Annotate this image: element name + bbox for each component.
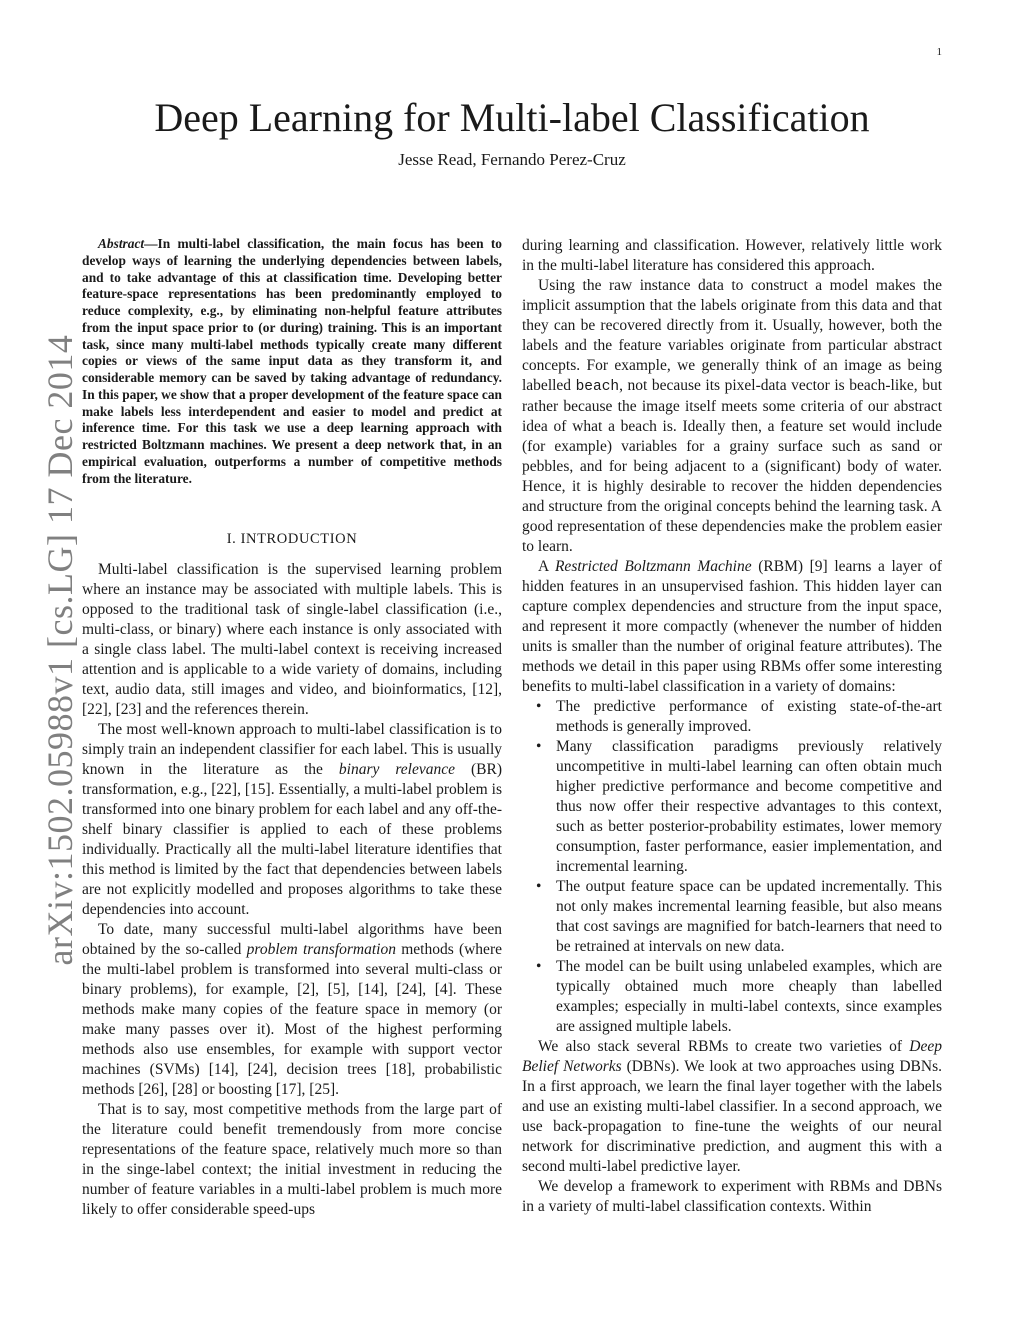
text-run: , not because its pixel-data vector is beach-like, but rather because the image itself meets some criteria of our abstract idea of what a beach is. Ideally then, a feature set would include (for example) variables for a grainy surface such as sand or pebbles, and for being adjacent to a (significant) body of water. Hence, it is highly desirable to recover the hidden dependencies and structure from the original concepts behind the learning task. A good representation of these dependencies make the problem easier to learn.	[522, 377, 942, 555]
text-run: A	[538, 558, 555, 575]
list-item: • The predictive performance of existing state-of-the-art methods is generally improved.	[522, 697, 942, 737]
right-column	[522, 236, 942, 1217]
text-run: methods (where the multi-label problem is transformed into several multi-class or binary problems), for example, [2], [5], [14], [24], [4]. These methods make many copies of the feature space in memory (or make many passes over it). Most of the highest performing methods also use ensembles, for example with support vector machines (SVMs) [14], [24], decision trees [18], probabilistic methods [26], [28] or boosting [17], [25].	[82, 941, 502, 1099]
text-run: The most well-known approach to multi-label classification is to simply train an independent classifier for each label. This is usually known in the literature as the	[82, 721, 502, 779]
intro-paragraph-3	[82, 920, 502, 1100]
intro-paragraph-2	[82, 720, 502, 920]
section-heading-introduction: I. INTRODUCTION	[226, 531, 358, 548]
list-item: • The output feature space can be updated incrementally. This not only makes incremental learning feasible, but also means that cost savings are magnified for batch-learners that need to be retrained at intervals on new data.	[522, 877, 942, 957]
intro-paragraph-1: Multi-label classification is the supervised learning problem where an instance may be associated with multiple labels. This is opposed to the traditional task of single-label classification (i.e., multi-class, or binary) where each instance is only associated with a single class label. The multi-label context is receiving increased attention and is applicable to a wide variety of domains, including text, audio data, still images and video, and bioinformatics, [12], [22], [23] and the references therein.	[82, 561, 502, 719]
paper-authors: Jesse Read, Fernando Perez-Cruz	[398, 150, 626, 169]
abstract	[82, 236, 502, 487]
text-run: (RBM) [9] learns a layer of hidden features in an unsupervised fashion. This hidden layer can capture complex dependencies and structure from the input space, and represent it more compactly (whenever the number of hidden units is smaller than the number of original feature attributes). The methods we detail in this paper using RBMs offer some interesting benefits to multi-label classification in a variety of domains:	[522, 558, 943, 695]
list-item: • Many classification paradigms previously relatively uncompetitive in multi-label learning can often obtain much higher predictive performance and become competitive and thus now offer their respective advantages to this context, such as better posterior-probability estimates, lower memory consumption, faster performance, easier implementation, and incremental learning.	[522, 737, 942, 877]
emphasis-dbn: Deep Belief Networks	[522, 1038, 942, 1075]
intro-paragraph-4-continued: during learning and classification. However, relatively little work in the multi-label literature has considered this approach.	[522, 237, 942, 274]
arxiv-identifier: arXiv:1502.05988v1 [cs.LG] 17 Dec 2014	[40, 334, 80, 966]
abstract-label: Abstract	[98, 236, 145, 251]
abstract-text: —In multi-label classification, the main focus has been to develop ways of learning the underlying dependencies between labels, and to take advantage of this at classification time. Developing better feature-space representations has been predominantly employed to reduce complexity, e.g., by eliminating non-helpful feature attributes from the input space prior to (or during) training. This is an important task, since many multi-label methods typically create many different copies or views of the same input data as they transform it, and considerable memory can be saved by taking advantage of redundancy. In this paper, we show that a proper development of the feature space can make labels less interdependent and easier to model and predict at inference time. For this task we use a deep learning approach with restricted Boltzmann machines. We present a deep network that, in an empirical evaluation, outperforms a number of competitive methods from the literature.	[82, 236, 502, 486]
intro-paragraph-4: That is to say, most competitive methods from the large part of the literature could benefit tremendously from more concise representations of the feature space, relatively much more so than in the singe-label context; the initial investment in reducing the number of feature variables in a multi-label problem is much more likely to offer considerable speed-ups	[82, 1101, 502, 1219]
paper-title: Deep Learning for Multi-label Classification	[154, 95, 870, 140]
page-number: 1	[936, 46, 942, 58]
intro-paragraph-6	[522, 557, 942, 697]
intro-paragraph-7	[522, 1037, 942, 1177]
list-item: • The model can be built using unlabeled examples, which are typically obtained much more cheaply than labelled examples; especially in multi-label contexts, since examples are assigned multiple labels.	[522, 957, 942, 1037]
intro-paragraph-8: We develop a framework to experiment with RBMs and DBNs in a variety of multi-label classification contexts. Within	[522, 1178, 942, 1215]
benefits-list	[522, 697, 942, 1037]
text-run: Using the raw instance data to construct a model makes the implicit assumption that the labels originate from this data and that they can be recovered directly from it. Usually, however, both the labels and the feature variables originate from particular abstract concepts. For example, we generally think of an image as being labelled	[522, 277, 942, 394]
text-run: (BR) transformation, e.g., [22], [15]. Essentially, a multi-label problem is transformed into one binary problem for each label and any off-the-shelf binary classifier is applied to each of these problems individually. Practically all the multi-label literature identifies that this method is limited by the fact that dependencies between labels are not explicitly modelled and proposes algorithms to take these dependencies into account.	[82, 761, 502, 919]
text-run: To date, many successful multi-label algorithms have been obtained by the so-called	[82, 921, 502, 959]
text-run: (DBNs). We look at two approaches using DBNs. In a first approach, we learn the final layer together with the labels and use an existing multi-label classifier. In a second approach, we use back-propagation to fine-tune the weights of our neural network for discriminative prediction, and augment this with a second multi-label predictive layer.	[522, 1058, 942, 1175]
left-column	[82, 236, 502, 1220]
code-label-beach: beach	[575, 379, 620, 395]
emphasis-problem-transformation: problem transformation	[246, 941, 396, 959]
intro-paragraph-5	[522, 276, 942, 557]
text-run: We also stack several RBMs to create two varieties of	[538, 1038, 910, 1055]
emphasis-rbm: Restricted Boltzmann Machine	[554, 558, 752, 575]
emphasis-binary-relevance: binary relevance	[338, 761, 456, 779]
